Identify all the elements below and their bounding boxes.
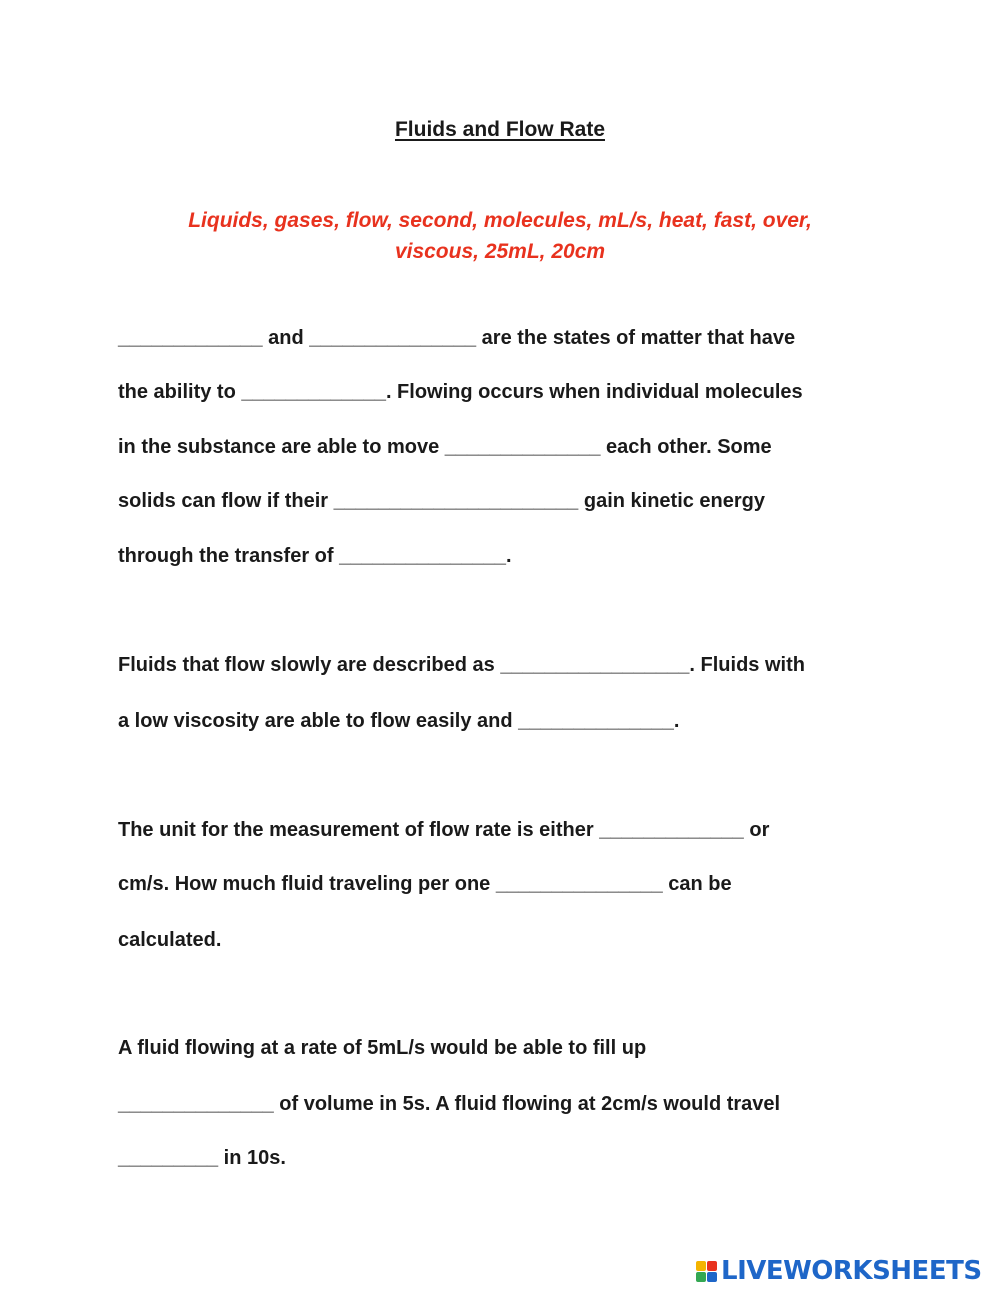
word-bank-line: Liquids, gases, flow, second, molecules, mL/s, heat, fast, over,	[188, 209, 812, 232]
word-bank	[120, 205, 880, 267]
page-title: Fluids and Flow Rate	[394, 118, 605, 141]
paragraph-3-line-3: calculated.	[118, 929, 222, 951]
paragraph-1-line-2: the ability to _____________. Flowing occurs when individual molecules	[118, 381, 803, 403]
logo-square	[707, 1261, 717, 1271]
paragraph-2-line-1: Fluids that flow slowly are described as _________________. Fluids with	[118, 654, 805, 676]
paragraph-1-line-4: solids can flow if their ______________________ gain kinetic energy	[118, 490, 766, 512]
paragraph-4-line-1: A fluid flowing at a rate of 5mL/s would be able to fill up	[118, 1037, 647, 1059]
word-bank-line: viscous, 25mL, 20cm	[394, 240, 606, 263]
paragraph-3-line-2: cm/s. How much fluid traveling per one _______________ can be	[118, 873, 732, 895]
paragraph-1-line-3: in the substance are able to move ______________ each other. Some	[118, 436, 772, 458]
paragraph-2-line-2: a low viscosity are able to flow easily and ______________.	[118, 710, 680, 732]
paragraph-1-line-1: _____________ and _______________ are the states of matter that have	[118, 327, 796, 349]
logo-square	[696, 1261, 706, 1271]
logo-square	[696, 1272, 706, 1282]
logo-square	[707, 1272, 717, 1282]
paragraph-4-line-2: ______________ of volume in 5s. A fluid flowing at 2cm/s would travel	[118, 1093, 781, 1115]
paragraph-3-line-1: The unit for the measurement of flow rate is either _____________ or	[118, 819, 770, 841]
logo-text: LIVEWORKSHEETS	[721, 1256, 982, 1286]
paragraph-1-line-5: through the transfer of _______________.	[118, 545, 512, 567]
logo-mark-icon	[696, 1261, 717, 1282]
paragraph-4-line-3: _________ in 10s.	[118, 1147, 286, 1169]
liveworksheets-logo	[696, 1256, 982, 1286]
